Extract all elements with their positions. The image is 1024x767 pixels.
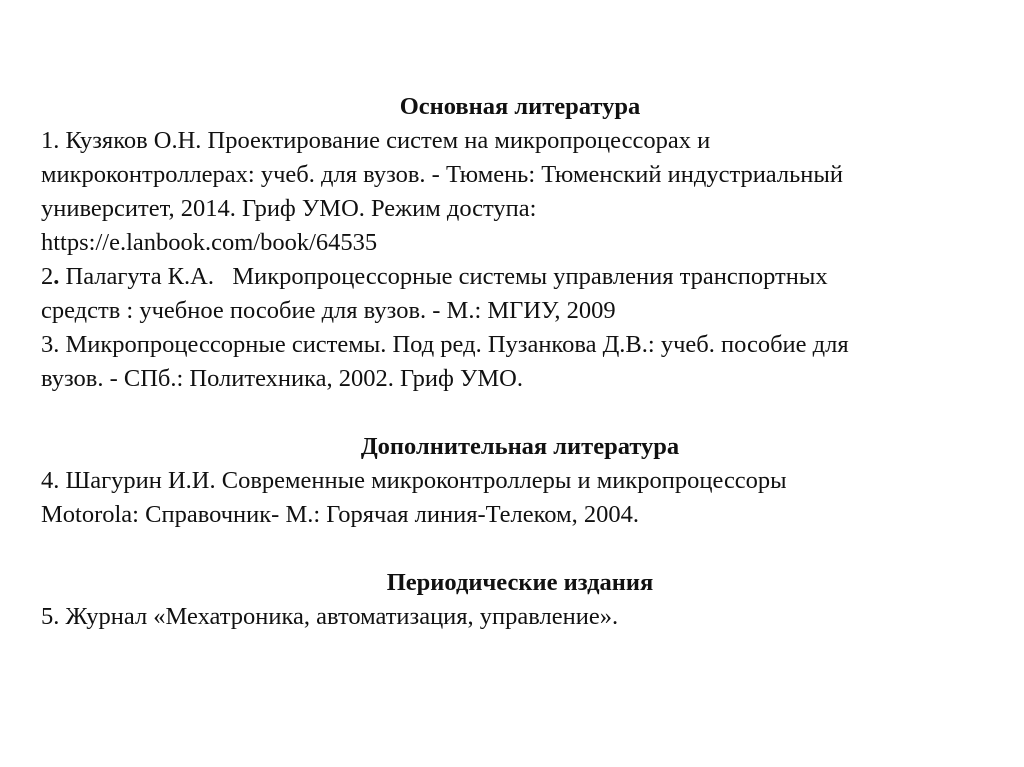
reference-line: университет, 2014. Гриф УМО. Режим доступа: <box>41 195 537 222</box>
reference-line: микроконтроллерах: учеб. для вузов. - Тюмень: Тюменский индустриальный <box>41 161 843 188</box>
section-heading-main-literature: Основная литература <box>399 93 641 120</box>
reference-entry-4 <box>41 464 1001 532</box>
reference-line-text: Палагута К.А. Микропроцессорные системы управления транспортных <box>59 263 828 290</box>
reference-number: 2 <box>41 263 54 290</box>
reference-url: https://e.lanbook.com/book/64535 <box>41 229 378 256</box>
section-heading-periodicals: Периодические издания <box>386 569 654 596</box>
reference-line: средств : учебное пособие для вузов. - М.: МГИУ, 2009 <box>41 297 616 324</box>
reference-line: 4. Шагурин И.И. Современные микроконтроллеры и микропроцессоры <box>41 467 787 494</box>
literature-slide <box>41 90 1001 634</box>
reference-entry-3 <box>41 328 1001 396</box>
section-spacer <box>41 532 1001 566</box>
reference-line <box>41 260 1001 294</box>
section-heading-additional-literature: Дополнительная литература <box>360 433 680 460</box>
reference-number-dot: . <box>53 263 60 290</box>
reference-line: вузов. - СПб.: Политехника, 2002. Гриф УМО. <box>41 365 523 392</box>
reference-line: 5. Журнал «Мехатроника, автоматизация, управление». <box>41 603 619 630</box>
reference-line: Motorola: Справочник- М.: Горячая линия-Телеком, 2004. <box>41 501 639 528</box>
reference-line: 1. Кузяков О.Н. Проектирование систем на микропроцессорах и <box>41 127 711 154</box>
reference-entry-5 <box>41 600 1001 634</box>
section-spacer <box>41 396 1001 430</box>
reference-entry-2 <box>41 260 1001 328</box>
reference-line: 3. Микропроцессорные системы. Под ред. Пузанкова Д.В.: учеб. пособие для <box>41 331 849 358</box>
reference-entry-1 <box>41 124 1001 260</box>
